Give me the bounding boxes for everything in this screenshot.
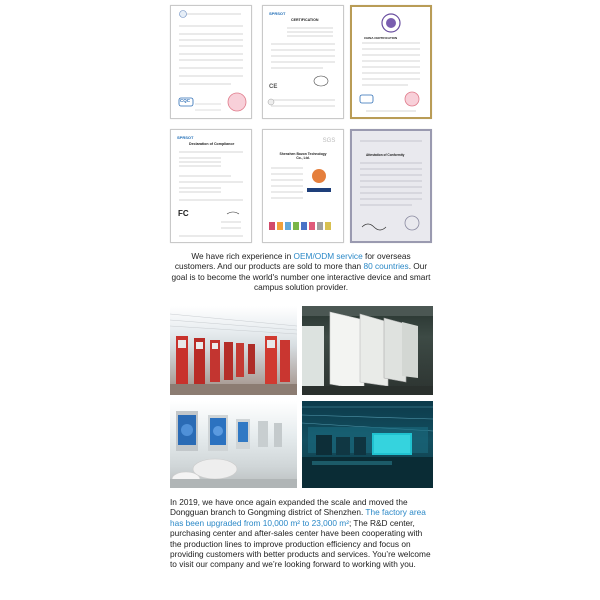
history-text-2: ; The R&D center, purchasing center and after-sales center have been cooperating with the production lines to improve production efficiency and focus on providing customers with better products and services. You’re welcome to visit our company and we’re looking forward to working with you. — [170, 517, 431, 570]
certificate-title: Attestation of Conformity — [366, 153, 405, 157]
certificate-3-art — [352, 7, 430, 117]
svg-text:SGS: SGS — [322, 138, 336, 144]
certificate-image — [262, 129, 344, 243]
cqc-mark: CQC — [180, 98, 190, 103]
kiosk-line-art — [170, 306, 297, 395]
intro-paragraph — [170, 251, 432, 293]
display-wall-art — [302, 401, 433, 488]
factory-photo-display-wall — [302, 401, 433, 488]
panel-assembly-art — [302, 306, 433, 395]
ce-mark: CE — [269, 84, 278, 90]
intro-text-2: for overseas customers. And our products are sold to more than — [174, 251, 411, 272]
certificate-image — [262, 5, 344, 119]
certificate-image — [170, 129, 252, 243]
factory-photos-grid — [170, 306, 433, 488]
certificate-2-art — [263, 6, 343, 118]
certificate-5-art — [263, 130, 343, 242]
certificate-6-art — [352, 131, 430, 241]
certificate-title: Shenzhen Bozon Technology Co., Ltd. — [279, 152, 327, 160]
fcc-mark: FC — [178, 209, 189, 218]
certificate-logo: SPRSOT — [269, 11, 286, 16]
certificate-image — [350, 129, 432, 243]
certificates-grid — [170, 5, 434, 245]
certificate-image — [350, 5, 432, 119]
countries-highlight: 80 countries — [363, 261, 409, 272]
certificate-4-art — [171, 130, 251, 242]
certificate-image — [170, 5, 252, 119]
factory-photo-panel-assembly — [302, 306, 433, 395]
history-text-1: In 2019, we have once again expanded the scale and moved the Dongguan branch to Gongming district of Shenzhen. — [170, 497, 408, 518]
certificate-title: CERTIFICATION — [291, 18, 319, 22]
certificate-title: Declaration of Compliance — [189, 142, 235, 146]
factory-area-highlight: The factory area has been upgraded from 10,000 m² to 23,000 m² — [170, 507, 426, 528]
intro-text-3: . Our goal is to become the world's number one interactive device and smart campus solution provider. — [171, 261, 431, 293]
intro-text-1: We have rich experience in — [191, 251, 294, 261]
factory-photo-kiosk-line — [170, 306, 297, 395]
certificate-logo: SPRSOT — [177, 135, 194, 140]
factory-photo-kiosk-floor — [170, 401, 297, 488]
certificate-title: CHINA CERTIFICATION — [364, 36, 398, 40]
history-paragraph — [170, 497, 432, 570]
oem-odm-highlight: OEM/ODM service — [293, 251, 363, 261]
kiosk-floor-art — [170, 401, 297, 488]
